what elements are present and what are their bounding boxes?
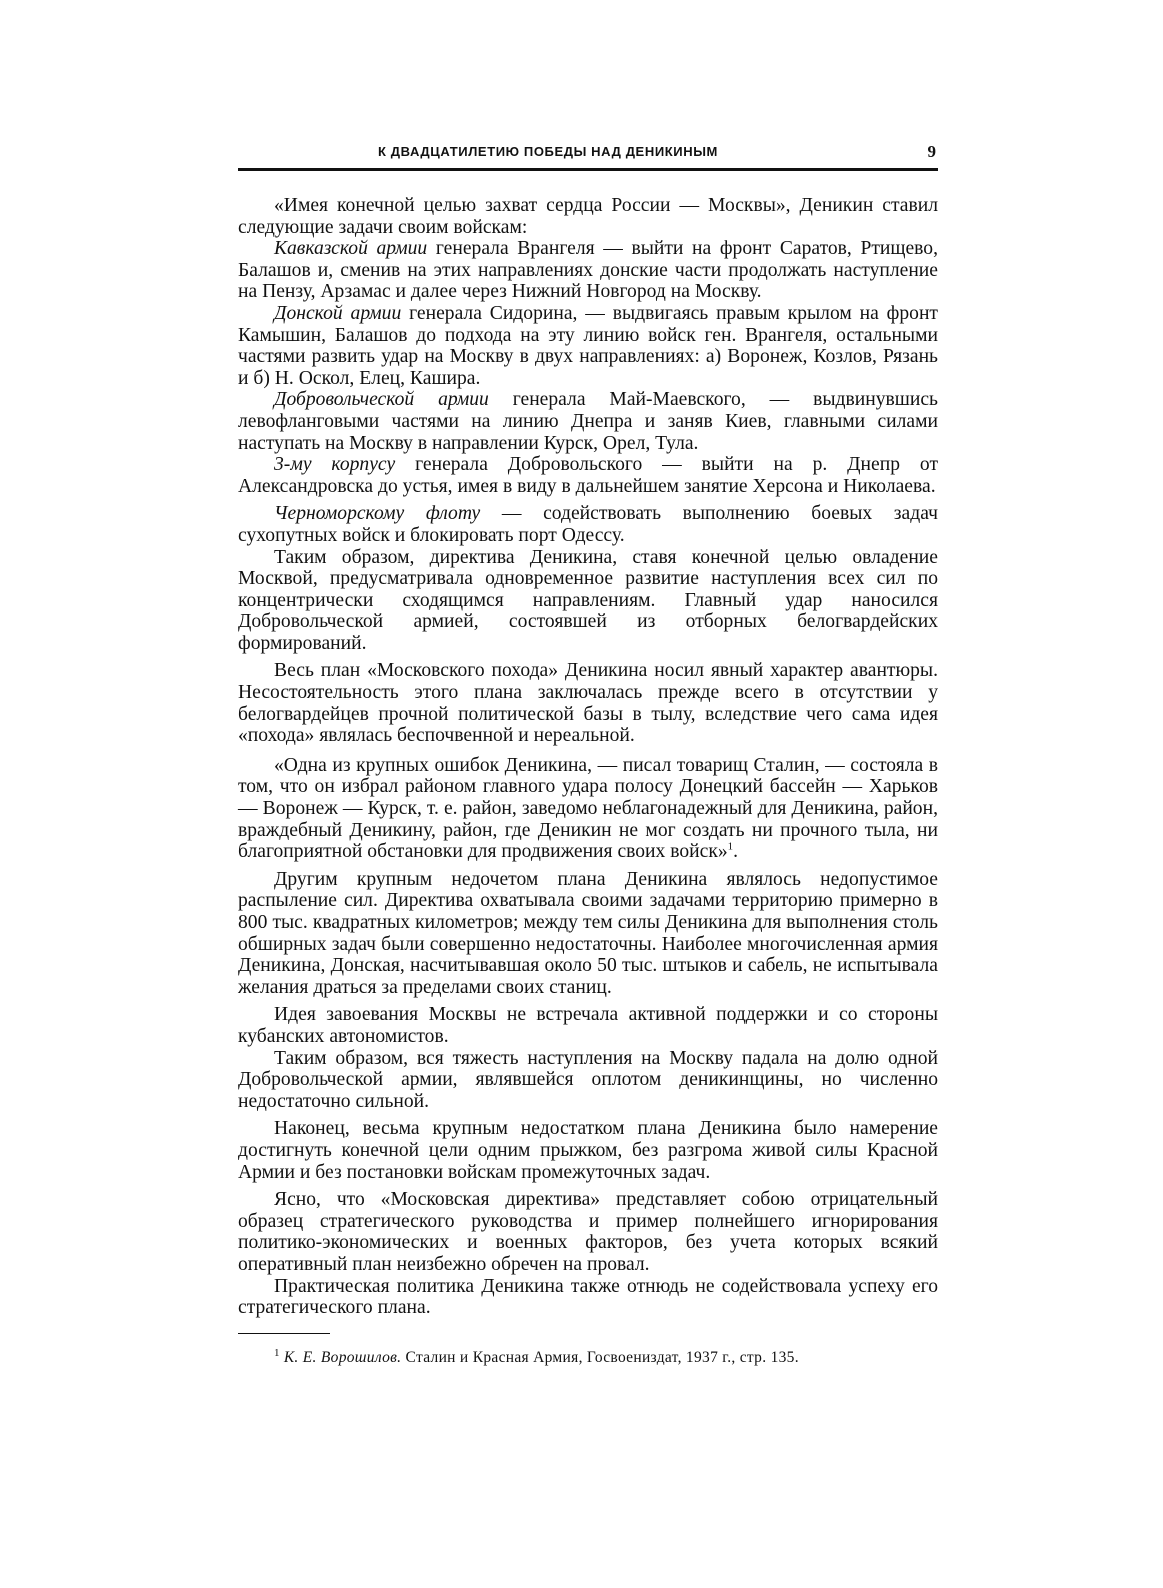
paragraph-lead: Донской армии: [274, 302, 402, 324]
paragraph-lead: Черноморскому флоту: [274, 503, 481, 525]
paragraph: Наконец, весьма крупным недостатком плана Деникина было намерение достигнуть конечной цели одним прыжком, без разгрома живой силы Красной Армии и без постановки войскам промежуточных задач.: [238, 1118, 938, 1183]
quote-paragraph: «Одна из крупных ошибок Деникина, — писал товарищ Сталин, — состояла в том, что он избрал районом главного удара полосу Донецкий бассейн — Харьков — Воронеж — Курск, т. е. район, заведомо неблагонадежный для Деникина, район, враждебный Деникину, район, где Деникин не мог создать ни прочного тыла, ни благоприятной обстановки для продвижения своих войск»$^1$.: [238, 754, 938, 863]
document-page: [238, 142, 938, 1367]
paragraph: 3-му корпусу генерала Добровольского — выйти на р. Днепр от Александровска до устья, имея в виду в дальнейшем занятие Херсона и Николаева.: [238, 454, 939, 497]
paragraph: Таким образом, директива Деникина, ставя конечной целью овладение Москвой, предусматривала одновременное развитие наступления всех сил по концентрически сходящимся направлениям. Главный удар наносился Добровольческой армией, состоявшей из отборных белогвардейских формирований.: [238, 546, 938, 654]
paragraph: Практическая политика Деникина также отнюдь не содействовала успеху его стратегического плана.: [238, 1275, 938, 1319]
paragraph: Донской армии генерала Сидорина, — выдвигаясь правым крылом на фронт Камышин, Балашов до подхода на эту линию войск ген. Врангеля, остальными частями развить удар на Москву в двух направлениях: а) Воронеж, Козлов, Рязань и б) Н. Оскол, Елец, Кашира.: [238, 302, 938, 389]
footnote-marker: 1: [727, 840, 734, 853]
paragraph: Ясно, что «Московская директива» представляет собою отрицательный образец стратегического руководства и пример полнейшего игнорирования политико-экономических и военных факторов, без учета которых всякий оперативный план неизбежно обречен на провал.: [238, 1189, 938, 1275]
page-number: 9: [927, 142, 936, 161]
footnote-number: 1: [274, 1346, 280, 1359]
footnote-text: Сталин и Красная Армия, Госвоениздат, 1937 г., стр. 135.: [401, 1348, 799, 1366]
paragraph: Кавказской армии генерала Врангеля — выйти на фронт Саратов, Ртищево, Балашов и, сменив на этих направлениях донские части продолжать наступление на Пензу, Арзамас и далее через Нижний Новгород на Москву.: [238, 238, 938, 303]
footnote-author: К. Е. Ворошилов.: [283, 1348, 402, 1366]
paragraph: Черноморскому флоту — содействовать выполнению боевых задач сухопутных войск и блокировать порт Одессу.: [238, 503, 938, 546]
paragraph: Добровольческой армии генерала Май-Маевского, — выдвинувшись левофланговыми частями на линию Днепра и заняв Киев, главными силами наступать на Москву в направлении Курск, Орел, Тула.: [238, 389, 938, 454]
paragraph: Весь план «Московского похода» Деникина носил явный характер авантюры. Несостоятельность этого плана заключалась прежде всего в отсутствии у белогвардейцев прочной политической базы в тылу, вследствие чего сама идея «похода» являлась беспочвенной и нереальной.: [238, 660, 938, 747]
footnote-divider: [238, 1333, 330, 1334]
body-text: [238, 195, 938, 1319]
page-header: [238, 142, 938, 171]
paragraph-lead: 3-му корпусу: [274, 454, 396, 476]
paragraph: Другим крупным недочетом плана Деникина являлось недопустимое распыление сил. Директива охватывала своими задачами территорию примерно в 800 тыс. квадратных километров; между тем силы Деникина для выполнения столь обширных задач были совершенно недостаточны. Наиболее многочисленная армия Деникина, Донская, насчитывавшая около 50 тыс. штыков и сабель, не испытывала желания драться за пределами своих станиц.: [238, 868, 938, 998]
paragraph: Идея завоевания Москвы не встречала активной поддержки и со стороны кубанских автономистов.: [238, 1004, 938, 1047]
paragraph-lead: Добровольческой армии: [274, 389, 489, 411]
paragraph-lead: Кавказской армии: [274, 238, 428, 260]
paragraph: «Имея конечной целью захват сердца России — Москвы», Деникин ставил следующие задачи своим войскам:: [238, 195, 938, 238]
footnote: [238, 1344, 938, 1367]
running-title: К ДВАДЦАТИЛЕТИЮ ПОБЕДЫ НАД ДЕНИКИНЫМ: [378, 144, 718, 159]
paragraph: Таким образом, вся тяжесть наступления на Москву падала на долю одной Добровольческой армии, являвшейся оплотом деникинщины, но численно недостаточно сильной.: [238, 1047, 938, 1112]
